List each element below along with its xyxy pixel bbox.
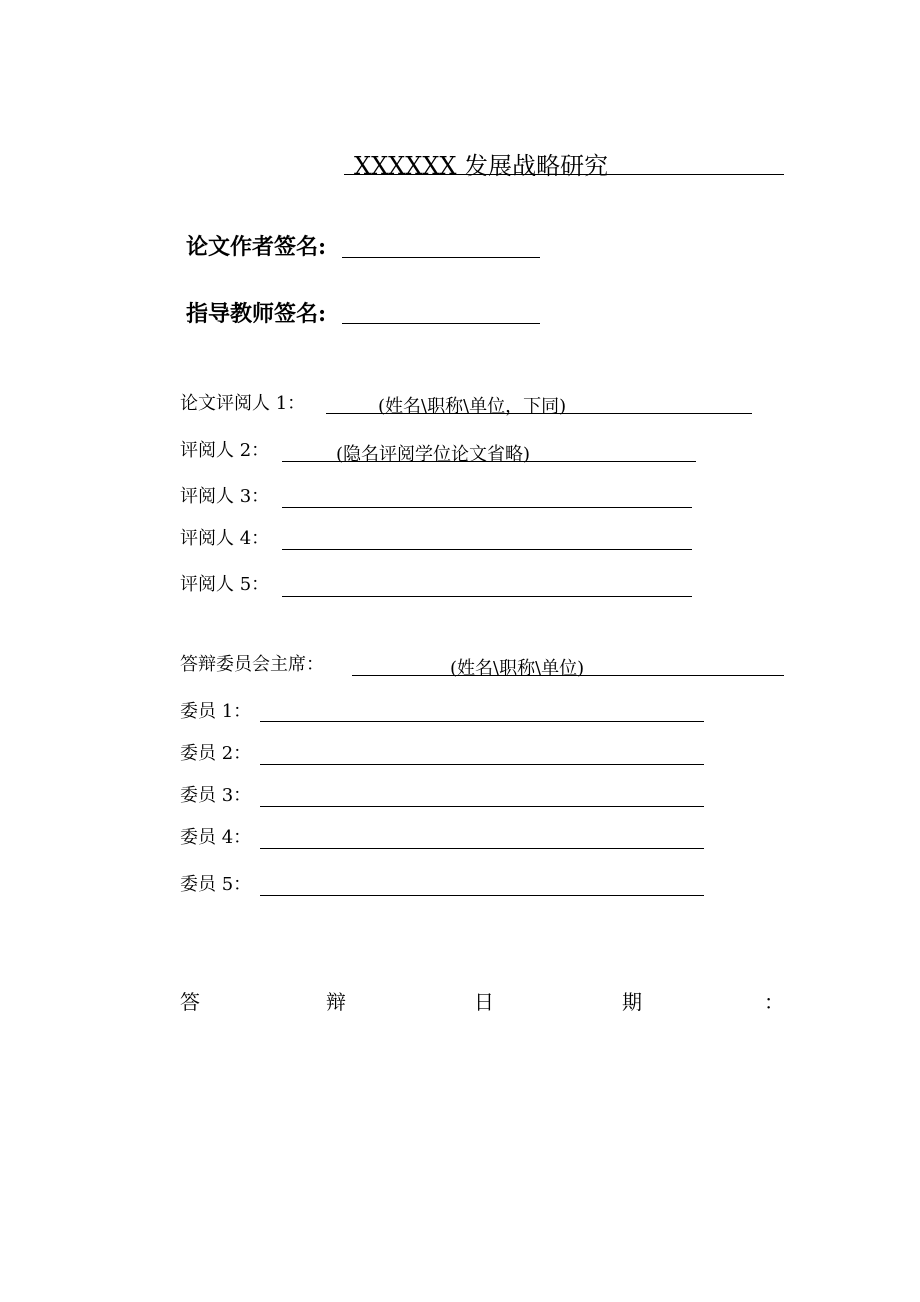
reviewer-2-fill: (隐名评阅学位论文省略) xyxy=(336,444,531,465)
defense-date-colon: ： xyxy=(764,990,784,1014)
defense-date-char-3: 日 xyxy=(474,990,494,1014)
reviewer-4-line[interactable] xyxy=(282,549,692,550)
committee-chair-fill: (姓名\职称\单位) xyxy=(450,658,585,679)
committee-member-5-line[interactable] xyxy=(260,895,704,896)
committee-chair-label: 答辩委员会主席： xyxy=(180,654,324,675)
reviewer-5-line[interactable] xyxy=(282,596,692,597)
advisor-signature-label: 指导教师签名: xyxy=(186,301,327,327)
committee-member-4-line[interactable] xyxy=(260,848,704,849)
author-signature-line[interactable] xyxy=(342,257,540,258)
committee-member-4-label: 委员 4： xyxy=(180,827,252,848)
reviewer-1-fill: (姓名\职称\单位，下同) xyxy=(378,396,567,417)
reviewer-1-line[interactable] xyxy=(326,413,752,414)
author-signature-label: 论文作者签名: xyxy=(186,234,327,260)
reviewer-3-line[interactable] xyxy=(282,507,692,508)
committee-member-3-label: 委员 3： xyxy=(180,785,252,806)
defense-date-char-2: 辩 xyxy=(326,990,346,1014)
committee-member-2-line[interactable] xyxy=(260,764,704,765)
reviewer-1-label: 论文评阅人 1： xyxy=(180,393,306,414)
committee-member-1-line[interactable] xyxy=(260,721,704,722)
reviewer-3-label: 评阅人 3： xyxy=(180,486,270,507)
reviewer-5-label: 评阅人 5： xyxy=(180,574,270,595)
reviewer-4-label: 评阅人 4： xyxy=(180,528,270,549)
committee-chair-line[interactable] xyxy=(352,675,784,676)
advisor-signature-line[interactable] xyxy=(342,323,540,324)
committee-member-3-line[interactable] xyxy=(260,806,704,807)
committee-member-5-label: 委员 5： xyxy=(180,874,252,895)
reviewer-2-label: 评阅人 2： xyxy=(180,440,270,461)
reviewer-2-line[interactable] xyxy=(282,461,696,462)
committee-member-2-label: 委员 2： xyxy=(180,743,252,764)
document-title: XXXXXX 发展战略研究 xyxy=(354,152,609,180)
defense-date-char-4: 期 xyxy=(622,990,642,1014)
defense-date-char-1: 答 xyxy=(180,990,200,1014)
committee-member-1-label: 委员 1： xyxy=(180,701,252,722)
title-underline xyxy=(344,174,784,175)
